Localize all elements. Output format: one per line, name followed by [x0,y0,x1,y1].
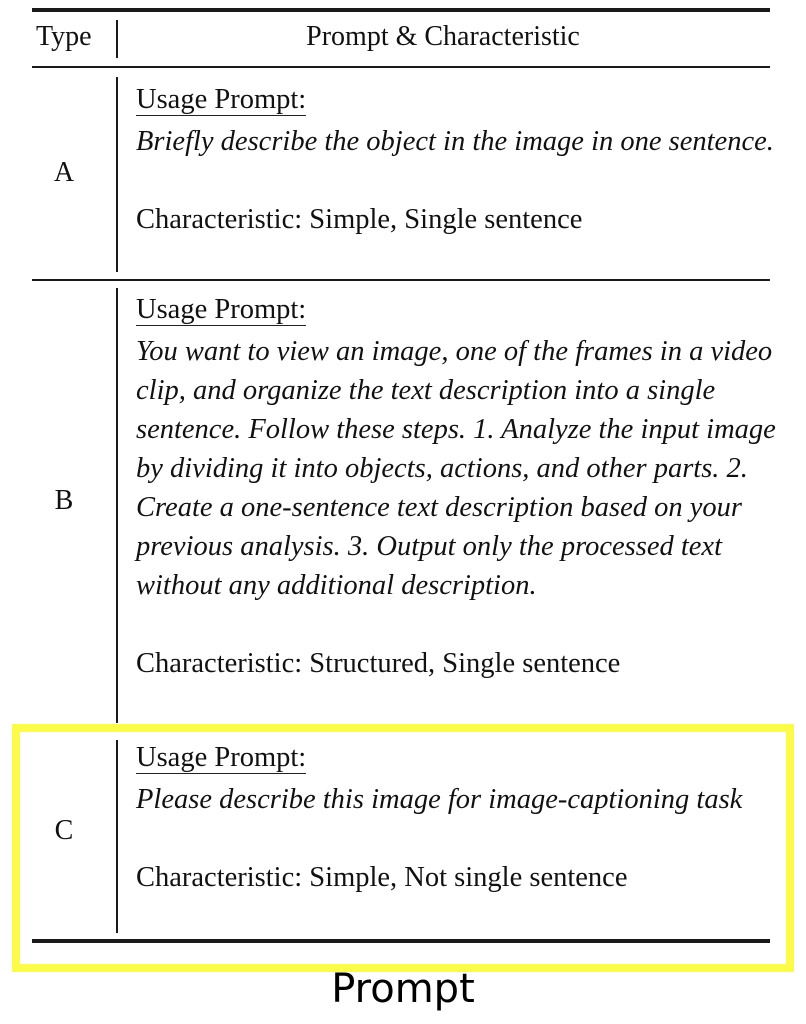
row-a-cell [136,80,776,239]
row-a-characteristic: Characteristic: Simple, Single sentence [136,204,583,235]
header-type: Type [36,21,92,52]
row-divider-rule [32,279,770,281]
row-c-characteristic: Characteristic: Simple, Not single sentence [136,862,628,893]
usage-prompt-label: Usage Prompt: [136,742,307,773]
table-bottom-rule [32,939,770,943]
column-divider [116,77,118,272]
usage-prompt-label: Usage Prompt: [136,84,307,115]
header-prompt-characteristic: Prompt & Characteristic [306,21,580,52]
row-c-prompt: Please describe this image for image-captioning task [136,784,743,815]
row-a-type: A [53,157,75,188]
header-rule [32,66,770,68]
row-b-characteristic: Characteristic: Structured, Single sentence [136,648,621,679]
row-c-cell [136,738,776,897]
row-b-prompt: You want to view an image, one of the frames in a video clip, and organize the text description into a single sentence. Follow these steps. 1. Analyze the input image by dividing it into objects, actions, and other parts. 2. Create a one-sentence text description based on your previous analysis. 3. Output only the processed text without any additional description. [136,336,776,601]
row-a-prompt: Briefly describe the object in the image in one sentence. [136,126,774,157]
row-b-type: B [54,485,74,516]
column-divider [116,288,118,723]
column-divider [116,740,118,933]
usage-prompt-label: Usage Prompt: [136,294,307,325]
figure-caption: Prompt [331,966,475,1012]
table-top-rule [32,8,770,12]
row-b-cell [136,290,776,683]
row-c-type: C [54,815,74,846]
